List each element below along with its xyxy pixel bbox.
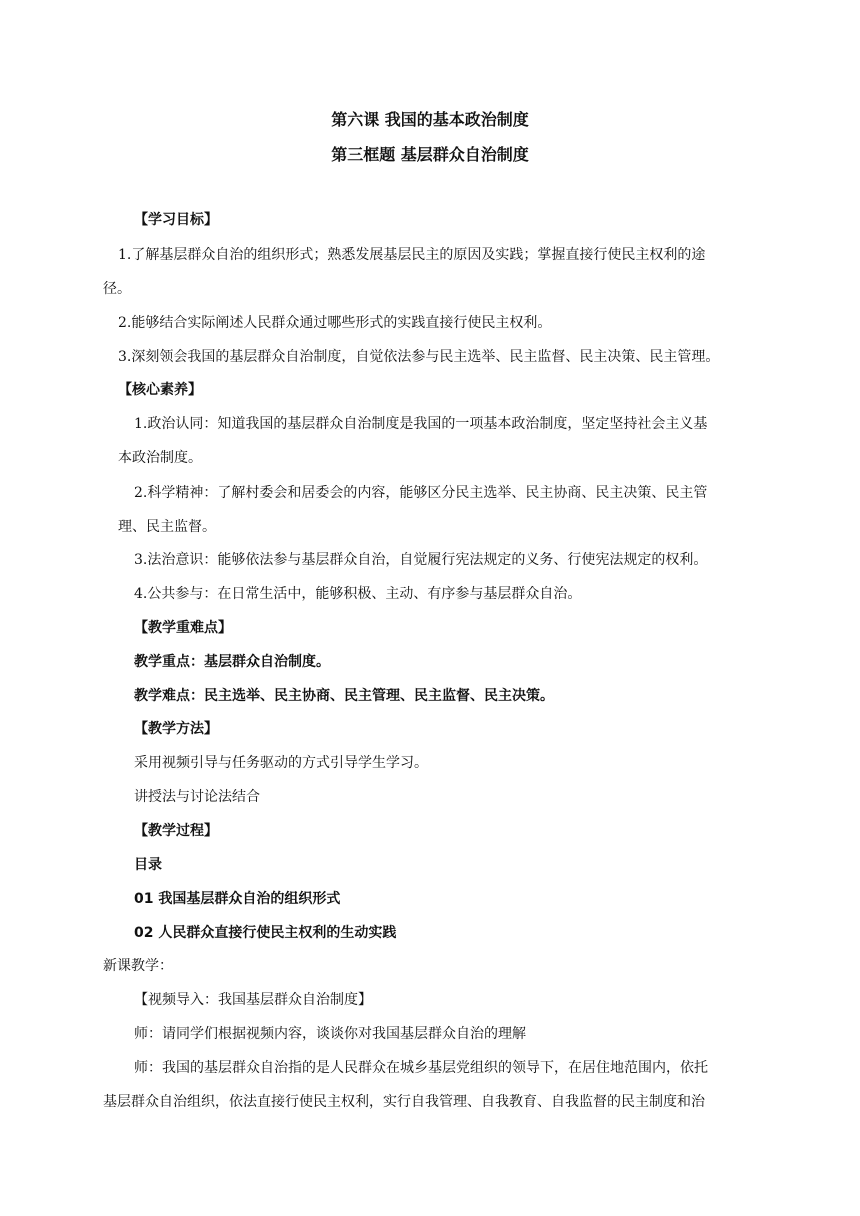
literacy-2-line-2: 理、民主监督。 bbox=[118, 519, 216, 535]
method-2: 讲授法与讨论法结合 bbox=[134, 789, 260, 805]
method-1: 采用视频引导与任务驱动的方式引导学生学习。 bbox=[134, 755, 428, 771]
video-intro: 【视频导入：我国基层群众自治制度】 bbox=[134, 992, 372, 1008]
toc-item-2: 02 人民群众直接行使民主权利的生动实践 bbox=[134, 925, 397, 941]
teacher-prompt: 师：请同学们根据视频内容，谈谈你对我国基层群众自治的理解 bbox=[134, 1026, 526, 1042]
page-title: 第六课 我国的基本政治制度 bbox=[331, 110, 529, 129]
teaching-difficulty: 教学难点：民主选举、民主协商、民主管理、民主监督、民主决策。 bbox=[134, 688, 554, 704]
literacy-heading: 【核心素养】 bbox=[118, 382, 202, 398]
process-heading: 【教学过程】 bbox=[134, 823, 218, 839]
toc-item-1: 01 我国基层群众自治的组织形式 bbox=[134, 891, 341, 907]
objective-1-line-2: 径。 bbox=[103, 281, 131, 297]
new-lesson-label: 新课教学： bbox=[103, 958, 173, 974]
literacy-2-line-1: 2.科学精神：了解村委会和居委会的内容，能够区分民主选举、民主协商、民主决策、民主管 bbox=[134, 485, 708, 501]
objective-2: 2.能够结合实际阐述人民群众通过哪些形式的实践直接行使民主权利。 bbox=[118, 315, 552, 331]
literacy-1-line-2: 本政治制度。 bbox=[118, 450, 202, 466]
methods-heading: 【教学方法】 bbox=[134, 721, 218, 737]
objective-1-line-1: 1.了解基层群众自治的组织形式；熟悉发展基层民主的原因及实践；掌握直接行使民主权利的途 bbox=[118, 247, 706, 263]
literacy-3: 3.法治意识：能够依法参与基层群众自治，自觉履行宪法规定的义务、行使宪法规定的权利。 bbox=[134, 552, 708, 568]
page-subtitle: 第三框题 基层群众自治制度 bbox=[331, 145, 529, 164]
objective-3: 3.深刻领会我国的基层群众自治制度，自觉依法参与民主选举、民主监督、民主决策、民主管理。 bbox=[118, 349, 720, 365]
literacy-4: 4.公共参与：在日常生活中，能够积极、主动、有序参与基层群众自治。 bbox=[134, 586, 582, 602]
teaching-focus: 教学重点：基层群众自治制度。 bbox=[134, 654, 330, 670]
key-points-heading: 【教学重难点】 bbox=[134, 620, 232, 636]
literacy-1-line-1: 1.政治认同：知道我国的基层群众自治制度是我国的一项基本政治制度，坚定坚持社会主义基 bbox=[134, 416, 708, 432]
teacher-explanation-line-1: 师：我国的基层群众自治指的是人民群众在城乡基层党组织的领导下，在居住地范围内，依托 bbox=[134, 1060, 708, 1076]
toc-label: 目录 bbox=[134, 857, 162, 873]
objectives-heading: 【学习目标】 bbox=[134, 212, 218, 228]
teacher-explanation-line-2: 基层群众自治组织，依法直接行使民主权利，实行自我管理、自我教育、自我监督的民主制度和治 bbox=[103, 1094, 705, 1110]
